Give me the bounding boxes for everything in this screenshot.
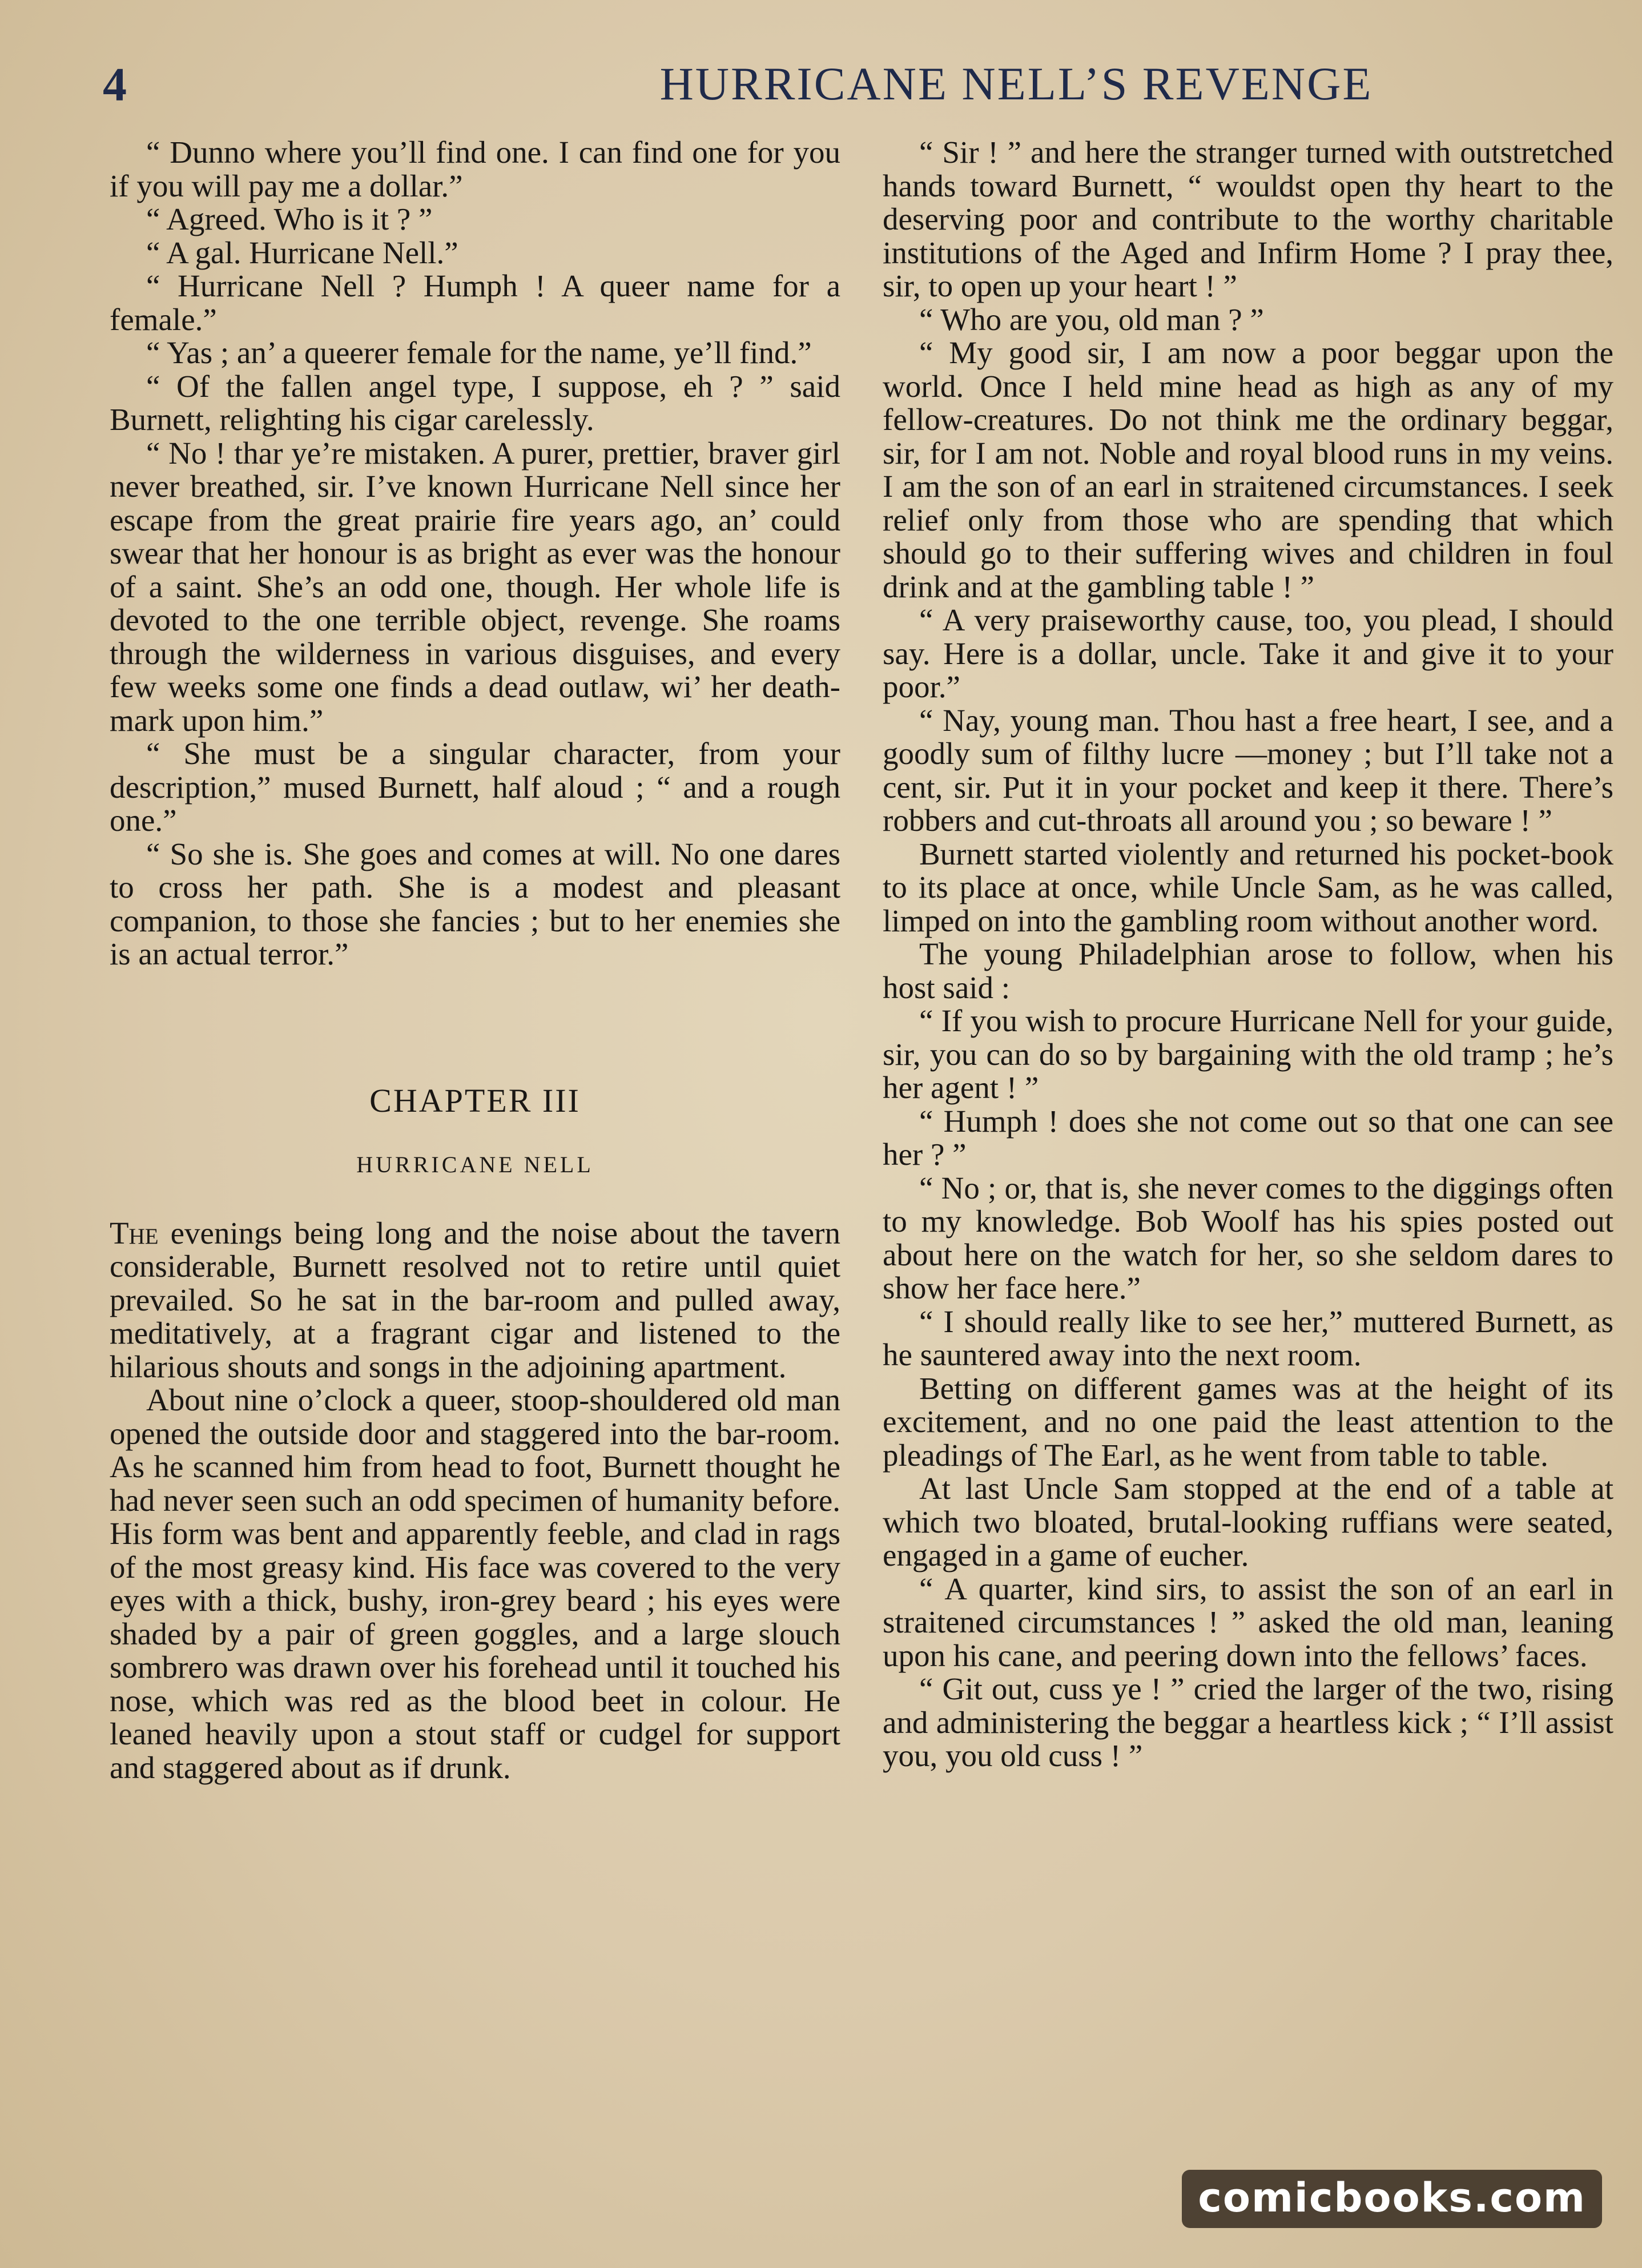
paragraph: “ Agreed. Who is it ? ” (146, 202, 433, 236)
chapter-subtitle: HURRICANE NELL (356, 1151, 594, 1177)
paragraph: “ So she is. She goes and comes at will. No one dares to cross her path. She is a modest and pleasant companion, to those she fancies ; but to her enemies she is an actual terror.” (110, 836, 840, 971)
paragraph: “ Git out, cuss ye ! ” cried the larger of the two, rising and administering the beggar a heartless kick ; “ I’ll assist you, you old cuss ! ” (883, 1671, 1613, 1773)
paragraph: “ Dunno where you’ll find one. I can find one for you if you will pay me a dollar.” (110, 135, 840, 203)
paragraph: At last Uncle Sam stopped at the end of a table at which two bloated, brutal-looking ruffians were seated, engaged in a game of eucher. (883, 1471, 1613, 1573)
paragraph: “ Nay, young man. Thou hast a free heart, I see, and a goodly sum of filthy lucre —money ; but I’ll take not a cent, sir. Put it in your pocket and keep it there. There’s robbers and cut-throats all around you ; so beware ! ” (883, 702, 1613, 838)
paragraph: Betting on different games was at the height of its excitement, and no one paid the least attention to the pleadings of The Earl, as he went from table to table. (883, 1370, 1613, 1473)
paragraph: “ Humph ! does she not come out so that one can see her ? ” (883, 1103, 1613, 1172)
paragraph: About nine o’clock a queer, stoop-shouldered old man opened the outside door and staggered into the bar-room. As he scanned him from head to foot, Burnett thought he had never seen such an odd specimen of humanity before. His form was bent and apparently feeble, and clad in rags of the most greasy kind. His face was covered to the very eyes with a thick, bushy, iron-grey beard ; his eyes were shaded by a pair of green goggles, and a large slouch sombrero was drawn over his forehead until it touched his nose, which was red as the blood beet in colour. He leaned heavily upon a stout staff or cudgel for support and staggered about as if drunk. (110, 1382, 840, 1785)
paragraph: “ A quarter, kind sirs, to assist the son of an earl in straitened circumstances ! ” asked the old man, leaning upon his cane, and peering down into the fellows’ faces. (883, 1571, 1613, 1673)
page-number: 4 (103, 58, 127, 111)
paragraph: “ No ; or, that is, she never comes to the diggings often to my knowledge. Bob Woolf has his spies posted out about here on the watch for her, so she seldom dares to show her face here.” (883, 1170, 1613, 1305)
paragraph: “ Yas ; an’ a queerer female for the name, ye’ll find.” (146, 335, 812, 370)
right-column (883, 136, 1613, 1773)
running-title: HURRICANE NELL’S REVENGE (659, 58, 1373, 110)
paragraph: “ My good sir, I am now a poor beggar upon the world. Once I held mine head as high as any of my fellow-creatures. Do not think me the ordinary beggar, sir, for I am not. Noble and royal blood runs in my veins. I am the son of an earl in straitened circumstances. I seek relief only from those who are spending that which should go to their suffering wives and children in foul drink and at the gambling table ! ” (883, 335, 1613, 604)
paragraph: “ Sir ! ” and here the stranger turned with outstretched hands toward Burnett, “ wouldst open thy heart to the deserving poor and contribute to the worthy charitable institutions of the Aged and Infirm Home ? I pray thee, sir, to open up your heart ! ” (883, 135, 1613, 303)
paragraph: “ No ! thar ye’re mistaken. A purer, prettier, braver girl never breathed, sir. I’ve known Hurricane Nell since her escape from the great prairie fire years ago, an’ could swear that her honour is as bright as ever was the honour of a saint. She’s an odd one, though. Her whole life is devoted to the one terrible object, revenge. She roams through the wilderness in various disguises, and every few weeks some one finds a dead outlaw, wi’ her death-mark upon him.” (110, 435, 840, 738)
chapter-heading: CHAPTER III (369, 1081, 581, 1119)
opening-text: evenings being long and the noise about the tavern considerable, Burnett resolved not to retire until quiet prevailed. So he sat in the bar-room and pulled away, meditatively, at a fragrant cigar and listened to the hilarious shouts and songs in the adjoining apartment. (110, 1215, 840, 1384)
paragraph: The young Philadelphian arose to follow, when his host said : (883, 936, 1613, 1005)
paragraph: “ Hurricane Nell ? Humph ! A queer name for a female.” (110, 268, 840, 337)
paragraph: “ She must be a singular character, from your description,” mused Burnett, half aloud ; “ and a rough one.” (110, 736, 840, 838)
paragraph: “ A gal. Hurricane Nell.” (146, 235, 458, 270)
opening-word: The (110, 1215, 159, 1250)
page-header (103, 57, 1610, 126)
paragraph: “ Of the fallen angel type, I suppose, eh ? ” said Burnett, relighting his cigar carelessly. (110, 368, 840, 437)
site-watermark: comicbooks.com (1182, 2170, 1602, 2228)
paragraph: Burnett started violently and returned his pocket-book to its place at once, while Uncle Sam, as he was called, limped on into the gambling room without another word. (883, 836, 1613, 938)
left-column (110, 136, 840, 1784)
paragraph: “ I should really like to see her,” muttered Burnett, as he sauntered away into the next room. (883, 1304, 1613, 1372)
chapter-opening-paragraph (110, 1217, 840, 1384)
paragraph: “ If you wish to procure Hurricane Nell for your guide, sir, you can do so by bargaining with the old tramp ; he’s her agent ! ” (883, 1003, 1613, 1105)
paragraph: “ Who are you, old man ? ” (919, 301, 1264, 337)
paragraph: “ A very praiseworthy cause, too, you plead, I should say. Here is a dollar, uncle. Take it and give it to your poor.” (883, 602, 1613, 704)
